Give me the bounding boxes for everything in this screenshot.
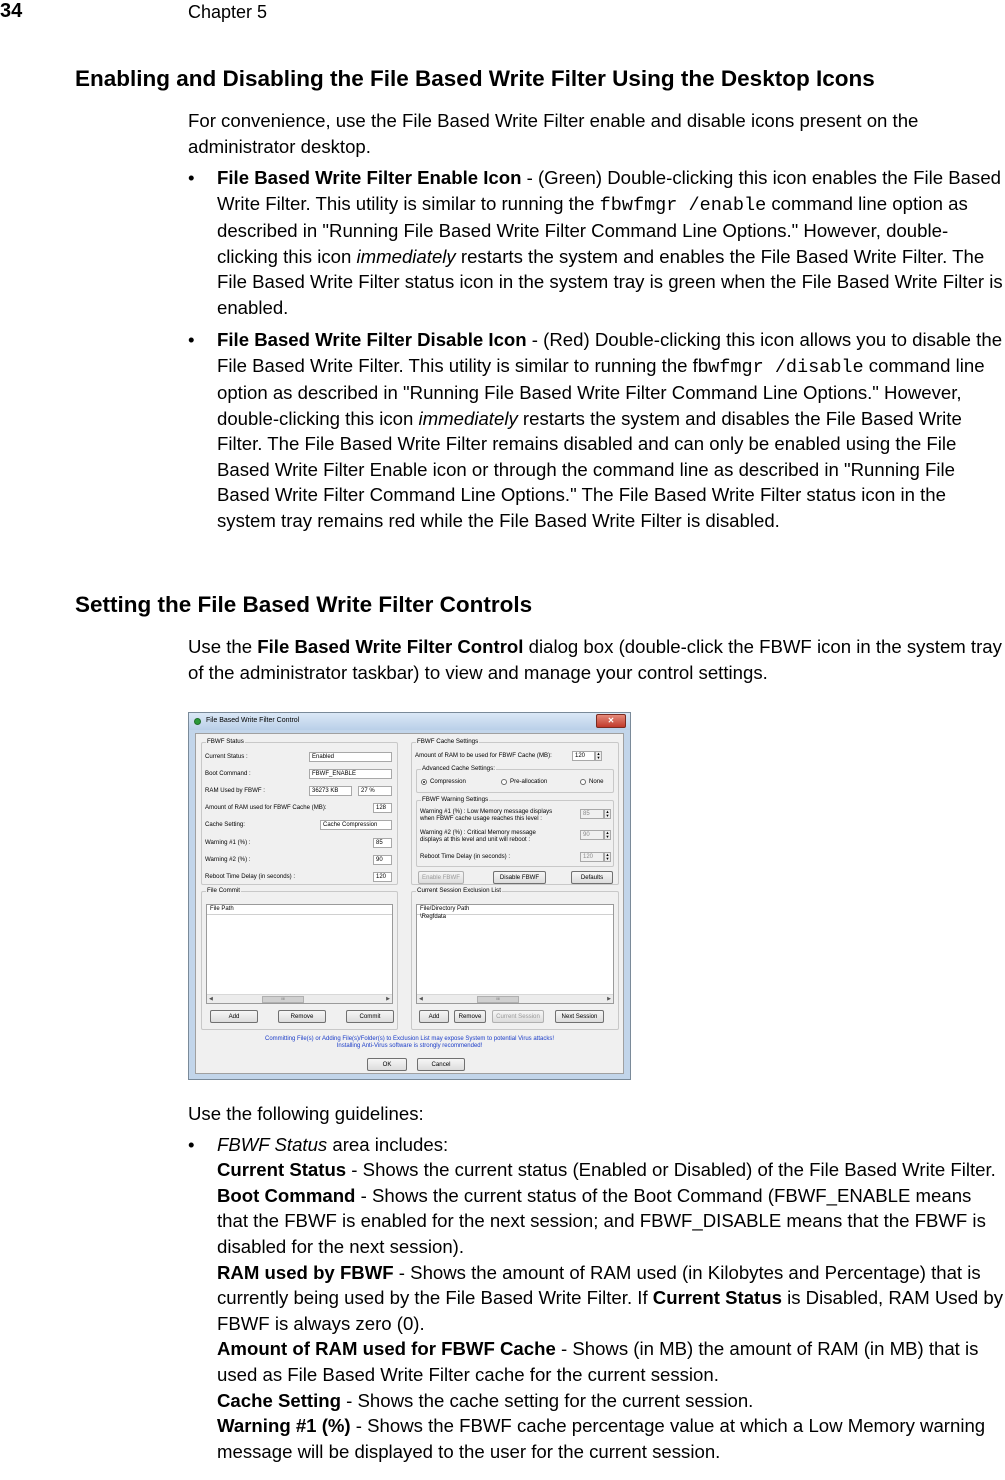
warning2-label: Warning #2 (%) : (205, 856, 251, 863)
list-item (188, 165, 1005, 320)
emphasis: immediately (356, 245, 456, 267)
group-title: FBWF Status (207, 738, 244, 745)
dialog-title: File Based Write Filter Control (206, 717, 300, 724)
exclusion-add-button[interactable]: Add (419, 1010, 449, 1023)
section1-intro: For convenience, use the File Based Write Filter enable and disable icons present on the administrator desktop. (188, 110, 919, 157)
bullet-text: - (Green) Double-clicking this icon enables the File Based Write Filter. This utility is similar to running the (217, 167, 1002, 214)
scroll-right-icon[interactable]: ▶ (607, 996, 611, 1002)
entry-term: RAM used by FBWF (217, 1261, 394, 1283)
warning-settings-group (416, 796, 614, 867)
current-session-button[interactable]: Current Session (492, 1010, 544, 1023)
entry-text: - Shows the FBWF cache percentage value at which a Low Memory warning message will be displayed to the user for the current session. (217, 1415, 986, 1462)
entry-text: - Shows the current status (Enabled or Disabled) of the File Based Write Filter. (346, 1159, 996, 1181)
compression-label: Compression (430, 778, 466, 785)
scroll-left-icon[interactable]: ◀ (209, 996, 213, 1002)
close-button[interactable]: ✕ (596, 714, 626, 728)
para-text: Use the (188, 636, 258, 657)
reboot-delay-field: 120 (373, 872, 392, 882)
page-number: 34 (0, 0, 23, 22)
entry-text: - Shows the amount of RAM used (in Kilobytes and Percentage) that is currently being used by the File Based Write Filter. If (217, 1261, 981, 1309)
current-status-field: Enabled (309, 752, 392, 762)
warning1-field: 85 (373, 838, 392, 848)
spin-down-icon: ▼ (605, 834, 610, 839)
spin-up-icon: ▲ (605, 852, 610, 857)
none-label: None (589, 778, 604, 785)
reboot-delay-input[interactable]: 120 (580, 852, 604, 862)
entry-text: - Shows the cache setting for the current session. (340, 1389, 754, 1411)
guidelines (188, 1101, 1005, 1471)
directory-path-column-header[interactable]: File/Directory Path (417, 905, 613, 915)
cache-setting-field: Cache Compression (320, 820, 392, 830)
bullet-text: command line option as described in "Running File Based Write Filter Command Line Options." However, double-clicking this icon (217, 192, 968, 267)
bullet-term: File Based Write Filter Enable Icon (217, 167, 522, 188)
ram-cache-label: Amount of RAM used for FBWF Cache (MB): (205, 804, 327, 811)
commit-add-button[interactable]: Add (210, 1010, 258, 1023)
ram-used-field: 36273 KB (309, 786, 352, 796)
section-title-desktop-icons: Enabling and Disabling the File Based Write Filter Using the Desktop Icons (75, 66, 875, 91)
bullet-term: File Based Write Filter Disable Icon (217, 329, 527, 350)
boot-command-label: Boot Command : (205, 770, 251, 777)
file-commit-list[interactable] (206, 904, 393, 1004)
defaults-button[interactable]: Defaults (571, 871, 613, 884)
entry-text: - Shows (in MB) the amount of RAM (in MB) that is used as File Based Write Filter cache for the current session. (217, 1338, 979, 1385)
group-title: File Commit (207, 887, 241, 894)
warning1-line2: when FBWF cache usage reaches this level : (420, 815, 542, 822)
reboot-delay-spinner[interactable] (604, 852, 611, 862)
spin-down-icon: ▼ (596, 755, 601, 760)
scroll-thumb[interactable]: III (262, 996, 304, 1003)
spin-up-icon: ▲ (605, 830, 610, 835)
warning1-line1: Warning #1 (%) : Low Memory message displays (420, 808, 553, 815)
emphasis: immediately (418, 407, 518, 429)
advanced-cache-group (416, 765, 614, 793)
warning1-spinner[interactable] (604, 809, 611, 819)
enable-fbwf-button[interactable]: Enable FBWF (418, 871, 464, 884)
list-item (188, 1132, 1005, 1465)
scroll-right-icon[interactable]: ▶ (386, 996, 390, 1002)
emphasis: FBWF Status (217, 1133, 328, 1155)
para-text: dialog box (double-click the FBWF icon in the system tray of the administrator taskbar) to view and manage your control settings. (188, 636, 1002, 683)
exclusion-list[interactable] (416, 904, 614, 1004)
disable-fbwf-button[interactable]: Disable FBWF (493, 871, 546, 884)
entry-term: Current Status (652, 1287, 782, 1309)
virus-warning-line1: Committing File(s) or Adding File(s)/Folder(s) to Exclusion List may expose System to potential Virus attacks! (265, 1036, 554, 1042)
cache-ram-label: Amount of RAM to be used for FBWF Cache (MB): (415, 752, 552, 759)
warning2-line1: Warning #2 (%) : Critical Memory message (420, 829, 536, 836)
group-title: FBWF Cache Settings (417, 738, 479, 745)
fbwf-app-icon (194, 718, 201, 725)
warning2-spinner[interactable] (604, 830, 611, 840)
ok-button[interactable]: OK (367, 1058, 407, 1071)
command-code: wfmgr /disable (708, 356, 864, 378)
warning2-line2: displays at this level and unit will reboot : (420, 836, 531, 843)
spin-up-icon: ▲ (596, 751, 601, 756)
ram-percent-field: 27 % (358, 786, 392, 796)
entry-text: - Shows the current status of the Boot Command (FBWF_ENABLE means that the FBWF is enabled for the next session; and FBWF_DISABLE means that the FBWF is disabled for the next session). (217, 1184, 986, 1257)
spin-down-icon: ▼ (605, 813, 610, 818)
entry-term: Boot Command (217, 1184, 356, 1206)
list-item (188, 327, 1005, 533)
cache-ram-spinner[interactable] (595, 751, 602, 761)
dialog-client-area (195, 733, 624, 1074)
section2-body (188, 634, 1005, 685)
list-item[interactable]: \Regfdata (420, 914, 447, 920)
bullet-text: restarts the system and enables the File Based Write Filter. The File Based Write Filter status icon in the system tray is green when the File Based Write Filter is enabled. (217, 245, 1003, 318)
group-title: Advanced Cache Settings: (422, 765, 495, 772)
bullet-text: restarts the system and disables the File Based Write Filter. The File Based Write Filter remains disabled and can only be enabled using the File Based Write Filter Enable icon or through the command line as described in "Running File Based Write Filter Command Line Options." The File Based Write Filter status icon in the system tray remains red while the File Based Write Filter is disabled. (217, 407, 962, 531)
guidelines-intro: Use the following guidelines: (188, 1103, 424, 1124)
entry-term: Amount of RAM used for FBWF Cache (217, 1338, 556, 1360)
section2-para (188, 634, 1005, 685)
icon-bullet-list (188, 165, 1005, 533)
exclusion-list-group (411, 887, 619, 1030)
next-session-button[interactable]: Next Session (555, 1010, 604, 1023)
exclusion-remove-button[interactable]: Remove (454, 1010, 486, 1023)
current-status-label: Current Status : (205, 753, 248, 760)
group-title: Current Session Exclusion List (417, 887, 501, 894)
command-code: fbwfmgr /enable (599, 194, 767, 216)
virus-warning-line2: Installing Anti-Virus software is strongly recommended! (336, 1043, 483, 1049)
preallocation-radio[interactable] (501, 779, 507, 785)
reboot-delay-label: Reboot Time Delay (in seconds) : (420, 853, 511, 860)
fbwf-cache-settings-group (411, 738, 619, 885)
spin-down-icon: ▼ (605, 856, 610, 861)
cache-setting-label: Cache Setting: (205, 821, 245, 828)
cancel-button[interactable]: Cancel (417, 1058, 465, 1071)
entry-text: is Disabled, RAM Used by FBWF is always zero (0). (217, 1287, 1004, 1334)
section1-body (188, 108, 1005, 540)
dialog-titlebar (189, 713, 630, 730)
horizontal-scrollbar[interactable] (207, 994, 392, 1003)
file-commit-group (201, 887, 398, 1030)
fbwf-status-group (201, 738, 398, 885)
entry-term: Current Status (217, 1159, 347, 1181)
group-title: FBWF Warning Settings (422, 796, 489, 803)
entry-term: Warning #1 (%) (217, 1415, 351, 1437)
cache-ram-input[interactable]: 120 (572, 751, 595, 761)
file-path-column-header[interactable]: File Path (207, 905, 392, 915)
guidelines-list (188, 1132, 1005, 1465)
none-radio[interactable] (580, 779, 586, 785)
para-bold: File Based Write Filter Control (257, 636, 524, 657)
warning1-input[interactable]: 85 (580, 809, 604, 819)
warning2-input[interactable]: 90 (580, 830, 604, 840)
horizontal-scrollbar[interactable] (417, 994, 613, 1003)
item-text: area includes: (327, 1133, 449, 1155)
entry-term: Cache Setting (217, 1389, 341, 1411)
compression-radio[interactable] (421, 779, 427, 785)
ram-cache-field: 128 (373, 803, 392, 813)
scroll-thumb[interactable]: III (477, 996, 519, 1003)
warning2-field: 90 (373, 855, 392, 865)
ram-used-label: RAM Used by FBWF : (205, 787, 265, 794)
bullet-text: command line option as described in "Running File Based Write Filter Command Line Options." However, double-clicking this icon (217, 354, 985, 429)
spin-up-icon: ▲ (605, 809, 610, 814)
boot-command-field: FBWF_ENABLE (309, 769, 392, 779)
preallocation-label: Pre-allocation (510, 778, 548, 785)
bullet-text: - (Red) Double-clicking this icon allows you to disable the File Based Write Filter. This utility is similar to running the fb (217, 329, 1003, 376)
commit-button[interactable]: Commit (346, 1010, 394, 1023)
warning1-label: Warning #1 (%) : (205, 839, 251, 846)
commit-remove-button[interactable]: Remove (278, 1010, 326, 1023)
chapter-header: Chapter 5 (188, 2, 268, 22)
scroll-left-icon[interactable]: ◀ (419, 996, 423, 1002)
reboot-delay-label: Reboot Time Delay (in seconds) : (205, 873, 296, 880)
section-title-controls: Setting the File Based Write Filter Controls (75, 592, 533, 617)
fbwf-control-dialog (188, 712, 631, 1080)
